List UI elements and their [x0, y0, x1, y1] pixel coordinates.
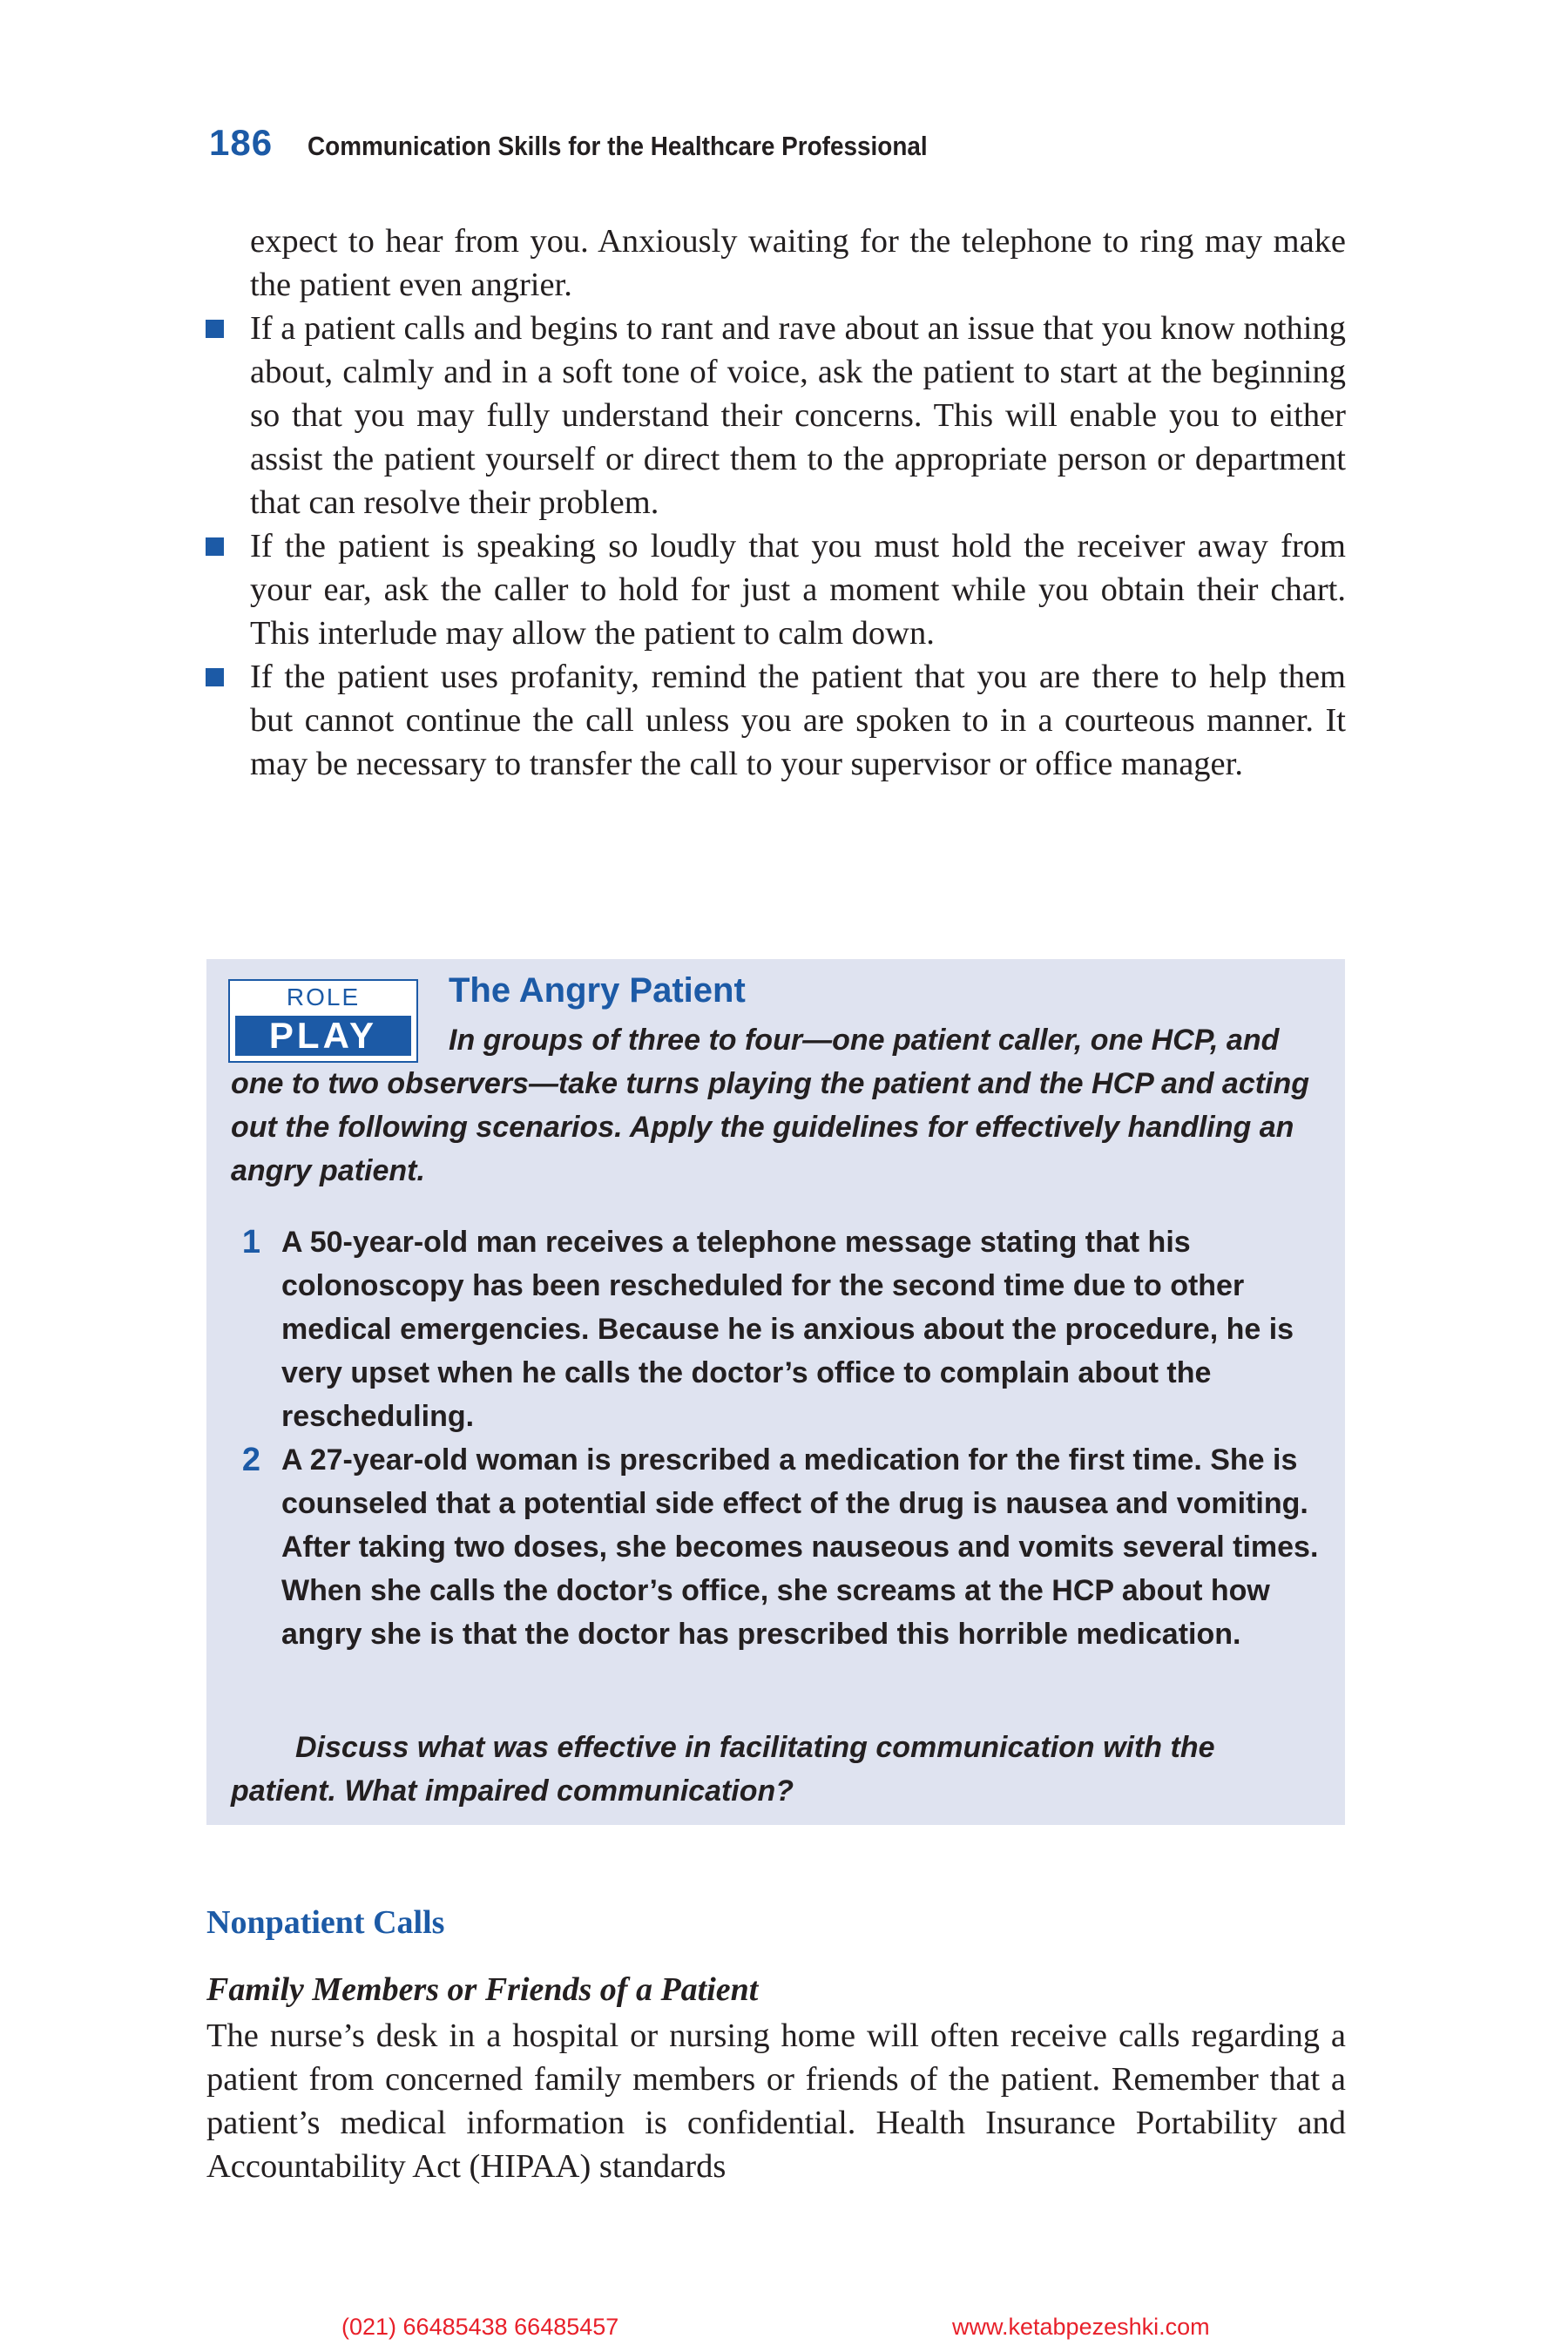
bullet-text: If a patient calls and begins to rant and rave about an issue that you know nothing about, calmly and in a soft tone of voice, ask the patient to start at the beginning so that you may fully understand their concerns. This will enable you to either assist the patient yourself or direct them to the appropriate person or department that can resolve their problem.: [250, 310, 1346, 521]
list-item: [206, 524, 1346, 655]
list-item: [206, 655, 1346, 786]
intro-text: In groups of three to four—one patient caller, one HCP, and one to two observers—take turns playing the patient and the HCP and acting out the following scenarios. Apply the guidelines for effectively handling an angry patient.: [231, 1024, 1310, 1187]
bullet-text: If the patient uses profanity, remind the patient that you are there to help them but cannot continue the call unless you are spoken to in a courteous manner. It may be necessary to transfer the call to your supervisor or office manager.: [250, 659, 1346, 782]
section-heading: Nonpatient Calls: [206, 1904, 445, 1941]
page-number: 186: [209, 122, 274, 163]
footer-phone: (021) 66485438 66485457: [341, 2314, 619, 2340]
list-item: [231, 1438, 1320, 1656]
scenario-list: [231, 1220, 1320, 1656]
logo-play-text: PLAY: [235, 1016, 411, 1056]
body-paragraph: The nurse’s desk in a hospital or nursing home will often receive calls regarding a patient from concerned family members or friends of the patient. Remember that a patient’s medical information is confidential. Health Insurance Portability and Accountability Act (HIPAA) standards: [206, 2017, 1346, 2185]
subsection-heading: Family Members or Friends of a Patient: [206, 1971, 759, 2008]
logo-role-text: ROLE: [286, 983, 361, 1010]
role-play-box: [206, 959, 1345, 1825]
continuation-text: expect to hear from you. Anxiously waiting for the telephone to ring may make the patient even angrier.: [250, 223, 1346, 303]
scenario-number: 1: [241, 1224, 260, 1260]
running-header: [209, 122, 997, 174]
list-item: [231, 1220, 1320, 1438]
square-bullet-icon: [206, 537, 224, 556]
scenario-text: A 50-year-old man receives a telephone message stating that his colonoscopy has been rescheduled for the second time due to other medical emergencies. Because he is anxious about the procedure, he is very upset when he calls the doctor’s office to complain about the rescheduling.: [281, 1226, 1294, 1433]
book-title: Communication Skills for the Healthcare Professional: [308, 131, 928, 161]
footer-website: www.ketabpezeshki.com: [952, 2314, 1210, 2340]
role-play-intro: [231, 1018, 1320, 1193]
square-bullet-icon: [206, 668, 224, 686]
list-item: [206, 307, 1346, 524]
square-bullet-icon: [206, 320, 224, 338]
bullet-text: If the patient is speaking so loudly that you must hold the receiver away from your ear, ask the caller to hold for just a moment while you obtain their chart. This interlude may allow the patient to calm down.: [250, 528, 1346, 652]
scenario-number: 2: [241, 1442, 260, 1478]
scenario-text: A 27-year-old woman is prescribed a medication for the first time. She is counseled that a potential side effect of the drug is nausea and vomiting. After taking two doses, she becomes nauseous and vomits several times. When she calls the doctor’s office, she screams at the HCP about how angry she is that the doctor has prescribed this horrible medication.: [281, 1443, 1319, 1651]
guideline-list: [206, 307, 1346, 786]
discussion-prompt: Discuss what was effective in facilitating communication with the patient. What impaired communication?: [231, 1731, 1215, 1808]
role-play-title: The Angry Patient: [449, 971, 746, 1010]
